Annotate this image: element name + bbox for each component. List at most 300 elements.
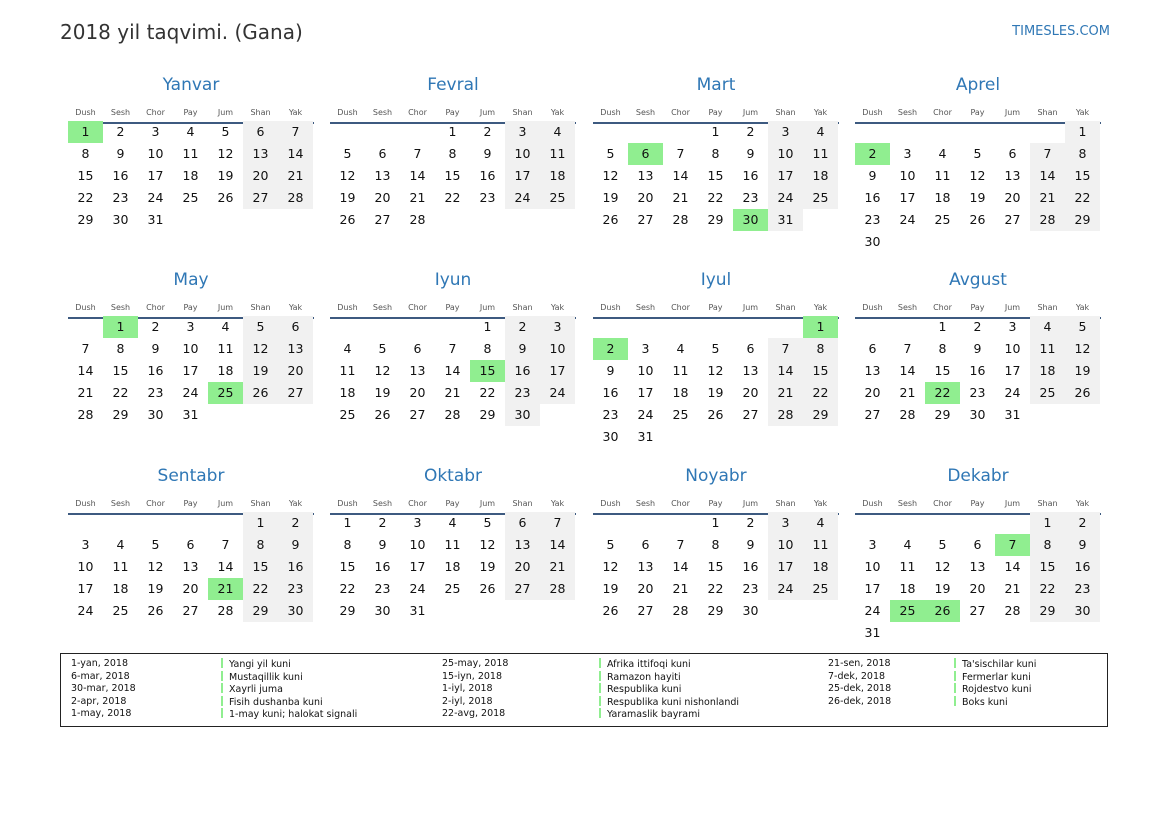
day-cell[interactable]: 12: [243, 338, 278, 360]
day-cell[interactable]: 22: [339, 581, 356, 596]
day-cell[interactable]: 15: [1030, 556, 1065, 578]
day-cell[interactable]: 22: [77, 190, 94, 205]
day-cell[interactable]: 26: [243, 382, 278, 404]
day-cell[interactable]: 2: [505, 316, 540, 338]
day-cell[interactable]: 20: [637, 581, 654, 596]
day-cell[interactable]: 24: [147, 190, 164, 205]
day-cell[interactable]: 23: [374, 581, 391, 596]
day-cell[interactable]: 31: [768, 209, 803, 231]
day-cell[interactable]: 18: [217, 363, 234, 378]
day-cell[interactable]: 16: [112, 168, 129, 183]
day-cell[interactable]: 15: [77, 168, 94, 183]
day-cell[interactable]: 3: [903, 146, 912, 161]
day-cell[interactable]: 14: [1004, 559, 1021, 574]
day-cell[interactable]: 4: [221, 319, 230, 334]
day-cell[interactable]: 30: [278, 600, 313, 622]
day-cell[interactable]: 31: [182, 407, 199, 422]
holiday-day-cell[interactable]: 1: [103, 316, 138, 338]
day-cell[interactable]: 22: [444, 190, 461, 205]
day-cell[interactable]: 1: [711, 124, 720, 139]
day-cell[interactable]: 27: [1004, 212, 1021, 227]
day-cell[interactable]: 22: [112, 385, 129, 400]
day-cell[interactable]: 16: [969, 363, 986, 378]
day-cell[interactable]: 31: [147, 212, 164, 227]
day-cell[interactable]: 16: [602, 385, 619, 400]
day-cell[interactable]: 20: [243, 165, 278, 187]
day-cell[interactable]: 25: [803, 578, 838, 600]
day-cell[interactable]: 3: [505, 121, 540, 143]
day-cell[interactable]: 4: [803, 121, 838, 143]
day-cell[interactable]: 20: [182, 581, 199, 596]
day-cell[interactable]: 12: [147, 559, 164, 574]
day-cell[interactable]: 14: [768, 360, 803, 382]
day-cell[interactable]: 10: [864, 559, 881, 574]
day-cell[interactable]: 11: [672, 363, 689, 378]
day-cell[interactable]: 1: [243, 512, 278, 534]
holiday-day-cell[interactable]: 2: [593, 338, 628, 360]
day-cell[interactable]: 11: [540, 143, 575, 165]
day-cell[interactable]: 13: [182, 559, 199, 574]
day-cell[interactable]: 4: [676, 341, 685, 356]
day-cell[interactable]: 5: [151, 537, 160, 552]
day-cell[interactable]: 5: [243, 316, 278, 338]
day-cell[interactable]: 5: [606, 537, 615, 552]
day-cell[interactable]: 10: [147, 146, 164, 161]
day-cell[interactable]: 16: [374, 559, 391, 574]
day-cell[interactable]: 24: [505, 187, 540, 209]
day-cell[interactable]: 31: [637, 429, 654, 444]
day-cell[interactable]: 21: [444, 385, 461, 400]
day-cell[interactable]: 3: [641, 341, 650, 356]
day-cell[interactable]: 11: [1030, 338, 1065, 360]
day-cell[interactable]: 6: [278, 316, 313, 338]
day-cell[interactable]: 18: [899, 581, 916, 596]
day-cell[interactable]: 5: [1065, 316, 1100, 338]
day-cell[interactable]: 11: [803, 143, 838, 165]
day-cell[interactable]: 10: [637, 363, 654, 378]
day-cell[interactable]: 21: [672, 190, 689, 205]
day-cell[interactable]: 20: [374, 190, 391, 205]
holiday-day-cell[interactable]: 7: [995, 534, 1030, 556]
day-cell[interactable]: 23: [742, 581, 759, 596]
day-cell[interactable]: 23: [602, 407, 619, 422]
day-cell[interactable]: 2: [378, 515, 387, 530]
day-cell[interactable]: 24: [1004, 385, 1021, 400]
holiday-day-cell[interactable]: 2: [855, 143, 890, 165]
day-cell[interactable]: 20: [864, 385, 881, 400]
day-cell[interactable]: 25: [444, 581, 461, 596]
day-cell[interactable]: 14: [444, 363, 461, 378]
day-cell[interactable]: 11: [899, 559, 916, 574]
day-cell[interactable]: 2: [278, 512, 313, 534]
day-cell[interactable]: 7: [221, 537, 230, 552]
day-cell[interactable]: 9: [746, 146, 755, 161]
day-cell[interactable]: 4: [116, 537, 125, 552]
day-cell[interactable]: 18: [803, 165, 838, 187]
day-cell[interactable]: 28: [278, 187, 313, 209]
holiday-day-cell[interactable]: 15: [470, 360, 505, 382]
day-cell[interactable]: 23: [112, 190, 129, 205]
day-cell[interactable]: 26: [217, 190, 234, 205]
day-cell[interactable]: 13: [742, 363, 759, 378]
day-cell[interactable]: 28: [899, 407, 916, 422]
day-cell[interactable]: 12: [969, 168, 986, 183]
day-cell[interactable]: 21: [1030, 187, 1065, 209]
day-cell[interactable]: 5: [221, 124, 230, 139]
day-cell[interactable]: 23: [479, 190, 496, 205]
day-cell[interactable]: 7: [278, 121, 313, 143]
day-cell[interactable]: 27: [243, 187, 278, 209]
day-cell[interactable]: 24: [182, 385, 199, 400]
day-cell[interactable]: 24: [768, 187, 803, 209]
day-cell[interactable]: 6: [186, 537, 195, 552]
day-cell[interactable]: 27: [278, 382, 313, 404]
day-cell[interactable]: 21: [899, 385, 916, 400]
day-cell[interactable]: 19: [479, 559, 496, 574]
day-cell[interactable]: 25: [112, 603, 129, 618]
day-cell[interactable]: 23: [147, 385, 164, 400]
day-cell[interactable]: 11: [339, 363, 356, 378]
day-cell[interactable]: 27: [742, 407, 759, 422]
day-cell[interactable]: 21: [1004, 581, 1021, 596]
day-cell[interactable]: 3: [413, 515, 422, 530]
day-cell[interactable]: 17: [864, 581, 881, 596]
day-cell[interactable]: 4: [803, 512, 838, 534]
day-cell[interactable]: 19: [602, 581, 619, 596]
day-cell[interactable]: 8: [938, 341, 947, 356]
day-cell[interactable]: 3: [868, 537, 877, 552]
day-cell[interactable]: 18: [934, 190, 951, 205]
holiday-day-cell[interactable]: 6: [628, 143, 663, 165]
day-cell[interactable]: 19: [1065, 360, 1100, 382]
day-cell[interactable]: 6: [378, 146, 387, 161]
day-cell[interactable]: 25: [803, 187, 838, 209]
day-cell[interactable]: 22: [479, 385, 496, 400]
day-cell[interactable]: 16: [278, 556, 313, 578]
day-cell[interactable]: 6: [641, 537, 650, 552]
day-cell[interactable]: 10: [768, 143, 803, 165]
day-cell[interactable]: 3: [1008, 319, 1017, 334]
day-cell[interactable]: 7: [448, 341, 457, 356]
day-cell[interactable]: 31: [409, 603, 426, 618]
day-cell[interactable]: 14: [278, 143, 313, 165]
day-cell[interactable]: 11: [112, 559, 129, 574]
day-cell[interactable]: 8: [1030, 534, 1065, 556]
day-cell[interactable]: 5: [483, 515, 492, 530]
day-cell[interactable]: 8: [711, 146, 720, 161]
day-cell[interactable]: 17: [147, 168, 164, 183]
day-cell[interactable]: 14: [409, 168, 426, 183]
day-cell[interactable]: 20: [969, 581, 986, 596]
day-cell[interactable]: 10: [409, 537, 426, 552]
day-cell[interactable]: 17: [505, 165, 540, 187]
day-cell[interactable]: 15: [803, 360, 838, 382]
day-cell[interactable]: 8: [243, 534, 278, 556]
day-cell[interactable]: 13: [1004, 168, 1021, 183]
holiday-day-cell[interactable]: 21: [208, 578, 243, 600]
day-cell[interactable]: 30: [505, 404, 540, 426]
day-cell[interactable]: 15: [112, 363, 129, 378]
day-cell[interactable]: 6: [973, 537, 982, 552]
holiday-day-cell[interactable]: 1: [68, 121, 103, 143]
day-cell[interactable]: 5: [711, 341, 720, 356]
day-cell[interactable]: 2: [116, 124, 125, 139]
day-cell[interactable]: 3: [186, 319, 195, 334]
day-cell[interactable]: 14: [1030, 165, 1065, 187]
day-cell[interactable]: 9: [278, 534, 313, 556]
day-cell[interactable]: 20: [409, 385, 426, 400]
day-cell[interactable]: 5: [973, 146, 982, 161]
day-cell[interactable]: 24: [768, 578, 803, 600]
holiday-day-cell[interactable]: 25: [890, 600, 925, 622]
day-cell[interactable]: 22: [243, 578, 278, 600]
day-cell[interactable]: 14: [899, 363, 916, 378]
day-cell[interactable]: 19: [602, 190, 619, 205]
day-cell[interactable]: 26: [479, 581, 496, 596]
day-cell[interactable]: 10: [77, 559, 94, 574]
day-cell[interactable]: 28: [672, 212, 689, 227]
day-cell[interactable]: 27: [969, 603, 986, 618]
holiday-day-cell[interactable]: 1: [803, 316, 838, 338]
day-cell[interactable]: 28: [768, 404, 803, 426]
day-cell[interactable]: 9: [868, 168, 877, 183]
day-cell[interactable]: 4: [540, 121, 575, 143]
day-cell[interactable]: 3: [540, 316, 575, 338]
day-cell[interactable]: 20: [505, 556, 540, 578]
holiday-day-cell[interactable]: 25: [208, 382, 243, 404]
day-cell[interactable]: 19: [339, 190, 356, 205]
day-cell[interactable]: 23: [742, 190, 759, 205]
day-cell[interactable]: 25: [540, 187, 575, 209]
day-cell[interactable]: 7: [903, 341, 912, 356]
day-cell[interactable]: 3: [151, 124, 160, 139]
day-cell[interactable]: 25: [934, 212, 951, 227]
day-cell[interactable]: 4: [186, 124, 195, 139]
day-cell[interactable]: 24: [540, 382, 575, 404]
day-cell[interactable]: 14: [540, 534, 575, 556]
day-cell[interactable]: 3: [768, 512, 803, 534]
day-cell[interactable]: 7: [676, 537, 685, 552]
day-cell[interactable]: 24: [409, 581, 426, 596]
day-cell[interactable]: 27: [374, 212, 391, 227]
day-cell[interactable]: 26: [602, 212, 619, 227]
day-cell[interactable]: 12: [339, 168, 356, 183]
day-cell[interactable]: 1: [483, 319, 492, 334]
day-cell[interactable]: 28: [409, 212, 426, 227]
day-cell[interactable]: 23: [505, 382, 540, 404]
day-cell[interactable]: 13: [864, 363, 881, 378]
day-cell[interactable]: 19: [243, 360, 278, 382]
day-cell[interactable]: 28: [1030, 209, 1065, 231]
day-cell[interactable]: 27: [409, 407, 426, 422]
day-cell[interactable]: 26: [374, 407, 391, 422]
day-cell[interactable]: 27: [505, 578, 540, 600]
day-cell[interactable]: 9: [116, 146, 125, 161]
day-cell[interactable]: 5: [938, 537, 947, 552]
day-cell[interactable]: 9: [151, 341, 160, 356]
day-cell[interactable]: 15: [444, 168, 461, 183]
day-cell[interactable]: 14: [672, 168, 689, 183]
day-cell[interactable]: 28: [217, 603, 234, 618]
day-cell[interactable]: 6: [1008, 146, 1017, 161]
day-cell[interactable]: 23: [278, 578, 313, 600]
day-cell[interactable]: 18: [339, 385, 356, 400]
day-cell[interactable]: 8: [711, 537, 720, 552]
day-cell[interactable]: 1: [1030, 512, 1065, 534]
day-cell[interactable]: 25: [672, 407, 689, 422]
day-cell[interactable]: 29: [243, 600, 278, 622]
day-cell[interactable]: 1: [938, 319, 947, 334]
day-cell[interactable]: 30: [969, 407, 986, 422]
day-cell[interactable]: 5: [343, 146, 352, 161]
day-cell[interactable]: 7: [676, 146, 685, 161]
day-cell[interactable]: 2: [483, 124, 492, 139]
day-cell[interactable]: 10: [899, 168, 916, 183]
day-cell[interactable]: 13: [505, 534, 540, 556]
day-cell[interactable]: 8: [1065, 143, 1100, 165]
day-cell[interactable]: 29: [1030, 600, 1065, 622]
day-cell[interactable]: 9: [1065, 534, 1100, 556]
day-cell[interactable]: 20: [1004, 190, 1021, 205]
holiday-day-cell[interactable]: 26: [925, 600, 960, 622]
day-cell[interactable]: 22: [803, 382, 838, 404]
day-cell[interactable]: 9: [746, 537, 755, 552]
day-cell[interactable]: 21: [77, 385, 94, 400]
day-cell[interactable]: 27: [637, 603, 654, 618]
day-cell[interactable]: 18: [182, 168, 199, 183]
day-cell[interactable]: 29: [707, 212, 724, 227]
holiday-day-cell[interactable]: 30: [733, 209, 768, 231]
day-cell[interactable]: 29: [479, 407, 496, 422]
day-cell[interactable]: 27: [864, 407, 881, 422]
day-cell[interactable]: 1: [711, 515, 720, 530]
day-cell[interactable]: 10: [1004, 341, 1021, 356]
day-cell[interactable]: 11: [217, 341, 234, 356]
day-cell[interactable]: 27: [182, 603, 199, 618]
day-cell[interactable]: 28: [672, 603, 689, 618]
day-cell[interactable]: 17: [899, 190, 916, 205]
day-cell[interactable]: 23: [864, 212, 881, 227]
day-cell[interactable]: 30: [112, 212, 129, 227]
day-cell[interactable]: 2: [746, 124, 755, 139]
day-cell[interactable]: 20: [278, 360, 313, 382]
day-cell[interactable]: 9: [973, 341, 982, 356]
day-cell[interactable]: 7: [768, 338, 803, 360]
day-cell[interactable]: 13: [969, 559, 986, 574]
day-cell[interactable]: 17: [1004, 363, 1021, 378]
day-cell[interactable]: 8: [483, 341, 492, 356]
day-cell[interactable]: 11: [803, 534, 838, 556]
day-cell[interactable]: 12: [374, 363, 391, 378]
day-cell[interactable]: 22: [707, 190, 724, 205]
day-cell[interactable]: 3: [768, 121, 803, 143]
day-cell[interactable]: 18: [803, 556, 838, 578]
day-cell[interactable]: 29: [77, 212, 94, 227]
day-cell[interactable]: 1: [448, 124, 457, 139]
day-cell[interactable]: 1: [1065, 121, 1100, 143]
day-cell[interactable]: 25: [1030, 382, 1065, 404]
day-cell[interactable]: 30: [864, 234, 881, 249]
day-cell[interactable]: 27: [637, 212, 654, 227]
day-cell[interactable]: 3: [81, 537, 90, 552]
day-cell[interactable]: 7: [413, 146, 422, 161]
day-cell[interactable]: 21: [768, 382, 803, 404]
day-cell[interactable]: 24: [637, 407, 654, 422]
day-cell[interactable]: 30: [602, 429, 619, 444]
day-cell[interactable]: 2: [151, 319, 160, 334]
day-cell[interactable]: 10: [540, 338, 575, 360]
day-cell[interactable]: 12: [217, 146, 234, 161]
day-cell[interactable]: 31: [864, 625, 881, 640]
day-cell[interactable]: 17: [540, 360, 575, 382]
day-cell[interactable]: 2: [746, 515, 755, 530]
day-cell[interactable]: 15: [1065, 165, 1100, 187]
day-cell[interactable]: 21: [278, 165, 313, 187]
day-cell[interactable]: 6: [868, 341, 877, 356]
day-cell[interactable]: 12: [479, 537, 496, 552]
day-cell[interactable]: 29: [1065, 209, 1100, 231]
day-cell[interactable]: 23: [969, 385, 986, 400]
day-cell[interactable]: 7: [1030, 143, 1065, 165]
day-cell[interactable]: 29: [339, 603, 356, 618]
day-cell[interactable]: 29: [803, 404, 838, 426]
day-cell[interactable]: 15: [243, 556, 278, 578]
day-cell[interactable]: 30: [147, 407, 164, 422]
day-cell[interactable]: 29: [112, 407, 129, 422]
day-cell[interactable]: 17: [637, 385, 654, 400]
day-cell[interactable]: 10: [768, 534, 803, 556]
day-cell[interactable]: 10: [505, 143, 540, 165]
day-cell[interactable]: 6: [413, 341, 422, 356]
day-cell[interactable]: 28: [444, 407, 461, 422]
day-cell[interactable]: 19: [934, 581, 951, 596]
day-cell[interactable]: 22: [1030, 578, 1065, 600]
day-cell[interactable]: 15: [339, 559, 356, 574]
day-cell[interactable]: 16: [479, 168, 496, 183]
day-cell[interactable]: 8: [81, 146, 90, 161]
day-cell[interactable]: 15: [707, 168, 724, 183]
day-cell[interactable]: 14: [217, 559, 234, 574]
day-cell[interactable]: 19: [147, 581, 164, 596]
day-cell[interactable]: 28: [1004, 603, 1021, 618]
day-cell[interactable]: 30: [374, 603, 391, 618]
day-cell[interactable]: 29: [934, 407, 951, 422]
day-cell[interactable]: 24: [864, 603, 881, 618]
day-cell[interactable]: 20: [637, 190, 654, 205]
day-cell[interactable]: 8: [803, 338, 838, 360]
day-cell[interactable]: 15: [934, 363, 951, 378]
holiday-day-cell[interactable]: 22: [925, 382, 960, 404]
day-cell[interactable]: 28: [77, 407, 94, 422]
day-cell[interactable]: 17: [768, 165, 803, 187]
day-cell[interactable]: 4: [343, 341, 352, 356]
day-cell[interactable]: 4: [448, 515, 457, 530]
day-cell[interactable]: 2: [1065, 512, 1100, 534]
day-cell[interactable]: 17: [409, 559, 426, 574]
day-cell[interactable]: 21: [409, 190, 426, 205]
day-cell[interactable]: 28: [540, 578, 575, 600]
day-cell[interactable]: 13: [374, 168, 391, 183]
day-cell[interactable]: 13: [278, 338, 313, 360]
day-cell[interactable]: 26: [147, 603, 164, 618]
day-cell[interactable]: 18: [444, 559, 461, 574]
day-cell[interactable]: 25: [339, 407, 356, 422]
day-cell[interactable]: 8: [116, 341, 125, 356]
day-cell[interactable]: 22: [1065, 187, 1100, 209]
day-cell[interactable]: 11: [444, 537, 461, 552]
day-cell[interactable]: 24: [899, 212, 916, 227]
day-cell[interactable]: 12: [934, 559, 951, 574]
